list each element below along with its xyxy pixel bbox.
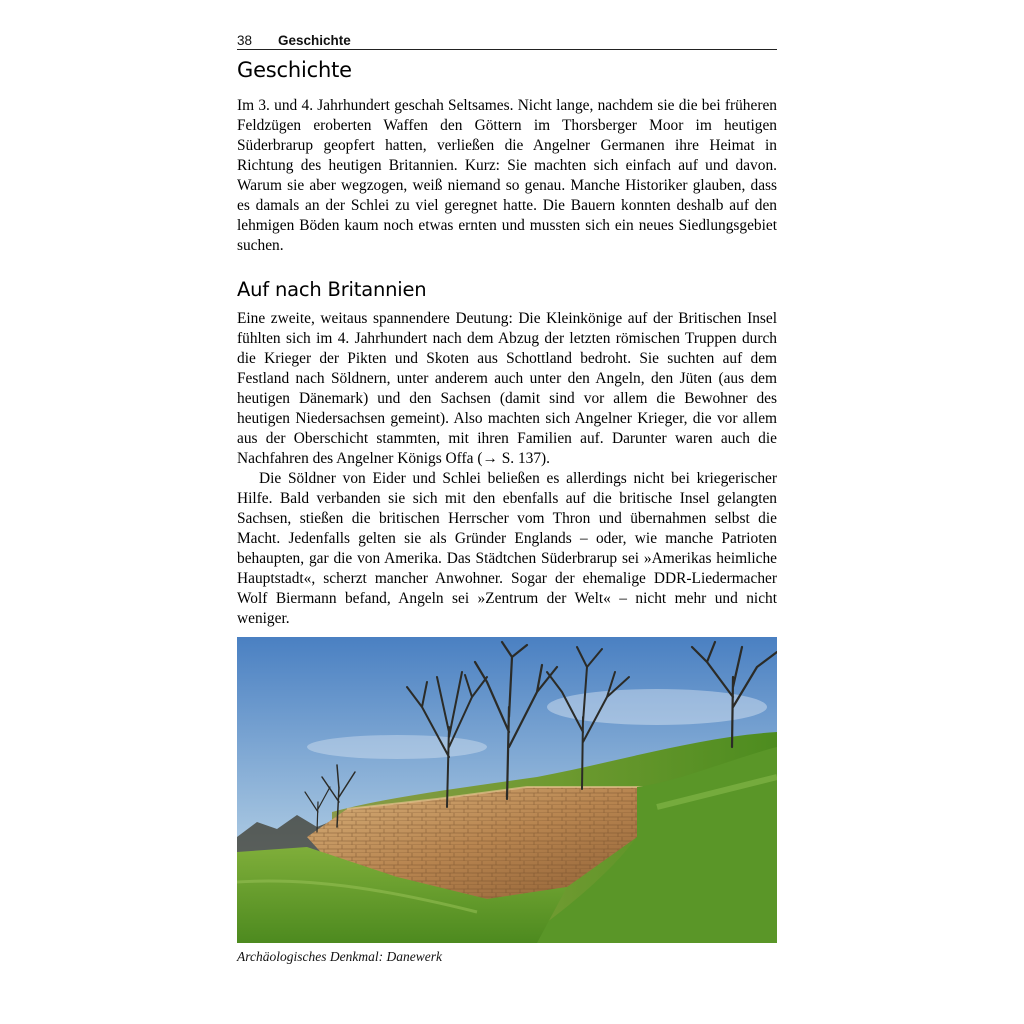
book-page bbox=[237, 28, 777, 965]
chapter-heading: Geschichte bbox=[237, 58, 352, 82]
photo-caption: Archäologisches Denkmal: Danewerk bbox=[237, 949, 442, 964]
page-number: 38 bbox=[237, 33, 253, 48]
running-head-section: Geschichte bbox=[278, 33, 351, 48]
body-paragraph: Die Söldner von Eider und Schlei beließen es allerdings nicht bei kriegerischer Hilfe. Bald verbanden sie sich mit den ebenfalls auf die britische Insel gelangten Sachsen, stießen die britischen Herrscher vom Thron und übernahmen selbst die Macht. Jedenfalls gelten sie als Gründer Englands – oder, wie manche Patrioten behaupten, gar die von Amerika. Das Städtchen Süderbrarup sei »Amerikas heimliche Hauptstadt«, scherzt mancher Anwohner. Sogar der ehemalige DDR-Liedermacher Wolf Biermann befand, Angeln sei »Zentrum der Welt« – nicht mehr und nicht weniger. bbox=[237, 470, 777, 627]
danewerk-photo bbox=[237, 637, 777, 943]
body-paragraph: Eine zweite, weitaus spannendere Deutung: Die Kleinkönige auf der Britischen Insel fühlten sich im 4. Jahrhundert nach dem Abzug der letzten römischen Truppen durch die Krieger der Pikten und Skoten aus Schottland bedroht. Sie suchten auf dem Festland nach Söldnern, unter anderem auch unter den Angeln, den Jüten (aus dem heutigen Dänemark) und den Sachsen (damit sind vor allem die Bewohner des heutigen Niedersachsen gemeint). Also machten sich Angelner Krieger, die vor allem aus der Oberschicht stammten, mit ihren Familien auf. Darunter waren auch die Nachfahren des Angelner Königs Offa (→ S. 137). bbox=[237, 310, 777, 467]
intro-paragraph: Im 3. und 4. Jahrhundert geschah Seltsames. Nicht lange, nachdem sie die bei früheren Feldzügen eroberten Waffen den Göttern im Thorsberger Moor im heutigen Süderbrarup geopfert hatten, verließen die Angelner Germanen ihre Heimat in Richtung des heutigen Britannien. Kurz: Sie machten sich einfach auf und davon. Warum sie aber wegzogen, weiß niemand so genau. Manche Historiker glauben, dass es damals an der Schlei zu viel geregnet hatte. Die Bauern konnten deshalb auf den lehmigen Böden kaum noch etwas ernten und mussten sich ein neues Siedlungsgebiet suchen. bbox=[237, 97, 777, 254]
running-head bbox=[237, 28, 777, 50]
subheading: Auf nach Britannien bbox=[237, 278, 427, 301]
